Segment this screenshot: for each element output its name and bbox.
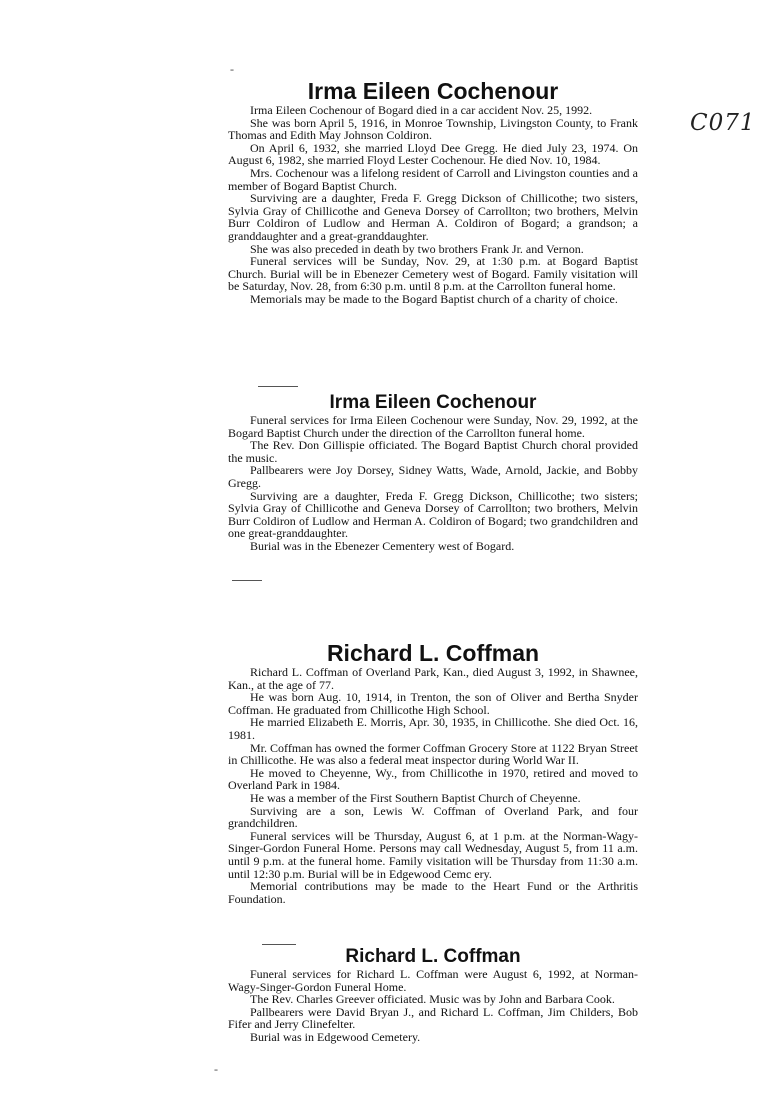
funeral-notice-cochenour	[228, 392, 638, 553]
article-paragraph: Mr. Coffman has owned the former Coffman Grocery Store at 1122 Bryan Street in Chillicothe. He was also a federal meat inspector during World War II.	[228, 740, 638, 768]
article-paragraph: Memorial contributions may be made to the Heart Fund or the Arthritis Foundation.	[228, 879, 638, 906]
article-paragraph: Burial was in Edgewood Cemetery.	[250, 1029, 421, 1044]
article-paragraph: Irma Eileen Cochenour of Bogard died in a car accident Nov. 25, 1992.	[250, 103, 593, 117]
article-headline: Irma Eileen Cochenour	[329, 392, 537, 413]
article-paragraph: He married Elizabeth E. Morris, Apr. 30, 1935, in Chillicothe. She died Oct. 16, 1981.	[228, 715, 638, 742]
obituary-article-cochenour	[228, 78, 638, 306]
article-headline: Richard L. Coffman	[345, 946, 521, 967]
page-id-handwritten: C071	[690, 110, 756, 136]
article-paragraph: Funeral services will be Sunday, Nov. 29, at 1:30 p.m. at Bogard Baptist Church. Burial will be in Ebenezer Cemetery west of Bogard. Family visitation will be Saturday, Nov. 28, from 6:30 p.m. until 8 p.m. at the Carrollton funeral home.	[228, 254, 638, 294]
obituary-article-coffman	[228, 640, 638, 905]
article-paragraph: She was born April 5, 1916, in Monroe Township, Livingston County, to Frank Thomas and Edith May Johnson Coldiron.	[228, 115, 638, 143]
article-paragraph: On April 6, 1932, she married Lloyd Dee Gregg. He died July 23, 1974. On August 6, 1982, she married Floyd Lester Cochenour. He died Nov. 10, 1984.	[228, 140, 638, 168]
article-paragraph: Burial was in the Ebenezer Cementery west of Bogard.	[250, 538, 515, 553]
article-paragraph: Pallbearers were David Bryan J., and Richard L. Coffman, Jim Childers, Bob Fifer and Jerry Clinefelter.	[228, 1004, 638, 1032]
article-paragraph: He was born Aug. 10, 1914, in Trenton, the son of Oliver and Bertha Snyder Coffman. He graduated from Chillicothe High School.	[228, 690, 638, 717]
article-paragraph: Pallbearers were Joy Dorsey, Sidney Watts, Wade, Arnold, Jackie, and Bobby Gregg.	[228, 463, 638, 490]
separator-line	[262, 944, 296, 945]
article-paragraph: Surviving are a daughter, Freda F. Gregg Dickson, Chillicothe; two sisters; Sylvia Gray of Chillicothe and Geneva Dorsey of Carrollton; two brothers, Melvin Burr Coldiron of Ludlow and Herman A. Coldiron of Bogard; two grandchildren and one great-granddaughter.	[228, 488, 638, 541]
article-paragraph: Surviving are a son, Lewis W. Coffman of Overland Park, and four grandchildren.	[228, 803, 638, 831]
stray-mark: -	[230, 62, 234, 76]
stray-mark: -	[214, 1062, 218, 1076]
article-paragraph: The Rev. Don Gillispie officiated. The Bogard Baptist Church choral provided the music.	[228, 438, 638, 465]
article-paragraph: She was also preceded in death by two brothers Frank Jr. and Vernon.	[250, 241, 584, 256]
separator-line	[258, 386, 298, 387]
funeral-notice-coffman	[228, 946, 638, 1044]
article-paragraph: Mrs. Cochenour was a lifelong resident of Carroll and Livingston counties and a member of Bogard Baptist Church.	[228, 165, 638, 193]
article-headline: Irma Eileen Cochenour	[307, 78, 559, 104]
separator-line	[232, 580, 262, 581]
article-paragraph: Funeral services for Richard L. Coffman were August 6, 1992, at Norman-Wagy-Singer-Gordon Funeral Home.	[228, 967, 638, 994]
article-paragraph: Richard L. Coffman of Overland Park, Kan., died August 3, 1992, in Shawnee, Kan., at the age of 77.	[228, 665, 638, 692]
article-paragraph: Memorials may be made to the Bogard Baptist church of a charity of choice.	[250, 291, 618, 306]
article-paragraph: He moved to Cheyenne, Wy., from Chillicothe in 1970, retired and moved to Overland Park in 1984.	[228, 765, 638, 793]
article-paragraph: Funeral services will be Thursday, August 6, at 1 p.m. at the Norman-Wagy-Singer-Gordon Funeral Home. Persons may call Wednesday, August 5, from 11 a.m. until 9 p.m. at the funeral home. Family visitation will be Thursday from 11:30 a.m. until 12:30 p.m. Burial will be in Edgewood Cemc ery.	[228, 828, 638, 881]
article-paragraph: He was a member of the First Southern Baptist Church of Cheyenne.	[250, 790, 581, 805]
article-paragraph: Surviving are a daughter, Freda F. Gregg Dickson of Chillicothe; two sisters, Sylvia Gray of Chillicothe and Geneva Dorsey of Carrollton; two brothers, Melvin Burr Coldiron of Ludlow and Herman A. Coldiron of Bogard; a grandson; a granddaughter and a great-granddaughter.	[228, 191, 638, 243]
article-headline: Richard L. Coffman	[326, 640, 540, 666]
article-paragraph: Funeral services for Irma Eileen Cochenour were Sunday, Nov. 29, 1992, at the Bogard Baptist Church under the direction of the Carrollton funeral home.	[228, 413, 638, 440]
article-paragraph: The Rev. Charles Greever officiated. Music was by John and Barbara Cook.	[250, 992, 615, 1007]
